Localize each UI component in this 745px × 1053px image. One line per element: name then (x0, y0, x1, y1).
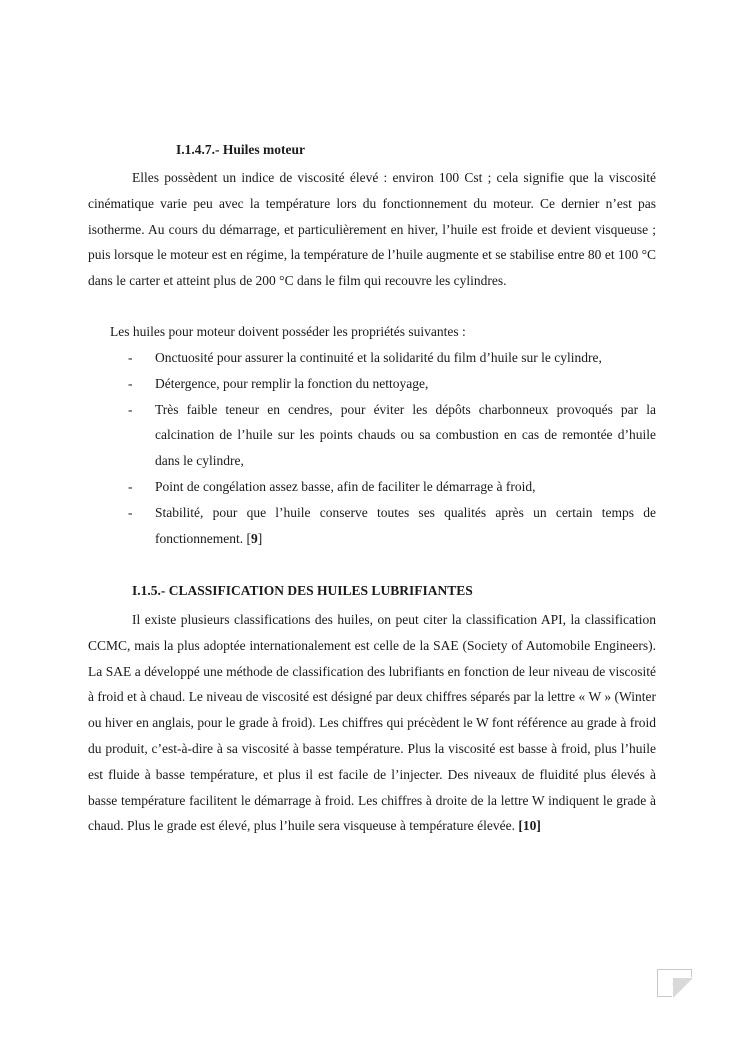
page-number: 8 (657, 969, 692, 997)
properties-list (128, 345, 656, 551)
list-item (128, 500, 656, 552)
list-intro: Les huiles pour moteur doivent posséder les propriétés suivantes : (110, 324, 466, 339)
list-item-text: Onctuosité pour assurer la continuité et la solidarité du film d’huile sur le cylindre, (155, 350, 602, 365)
reference-bracket-close: ] (257, 530, 263, 546)
paragraph-huiles-moteur: Elles possèdent un indice de viscosité élevé : environ 100 Cst ; cela signifie que la viscosité cinématique varie peu avec la température lors du fonctionnement du moteur. Ce dernier n’est pas isotherme. Au cours du démarrage, et particulièrement en hiver, l’huile est froide et devient visqueuse ; puis lorsque le moteur est en régime, la température de l’huile augmente et se stabilise entre 80 et 100 °C dans le carter et atteint plus de 200 °C dans le film qui recouvre les cylindres. (88, 170, 656, 289)
list-item (128, 397, 656, 474)
paragraph-classification (88, 607, 656, 839)
list-item-text: Très faible teneur en cendres, pour éviter les dépôts charbonneux provoqués par la calcination de l’huile sur les points chauds ou sa combustion en cas de remontée d’huile dans le cylindre, (155, 401, 656, 469)
list-dash: - (128, 350, 133, 365)
page-number-border-bottom (657, 996, 672, 997)
section-heading-classification: I.1.5.- CLASSIFICATION DES HUILES LUBRIFIANTES (132, 583, 473, 598)
list-item-text: Détergence, pour remplir la fonction du nettoyage, (155, 375, 429, 391)
list-dash: - (128, 504, 133, 520)
reference-number: 9 (250, 530, 258, 546)
reference-citation: [10] (518, 818, 541, 834)
list-dash: - (128, 375, 133, 391)
section-heading-huiles-moteur: I.1.4.7.- Huiles moteur (176, 142, 305, 157)
list-item (128, 371, 656, 397)
list-item (128, 474, 656, 500)
list-item-text: Stabilité, pour que l’huile conserve toutes ses qualités après un certain temps de fonctionnement. (155, 504, 656, 546)
list-dash: - (128, 401, 133, 417)
list-item (128, 345, 656, 371)
page-number-border-right (691, 969, 692, 977)
list-item-text: Point de congélation assez basse, afin de faciliter le démarrage à froid, (155, 478, 536, 494)
reference-bracket-open: [ (246, 530, 251, 546)
list-dash: - (128, 478, 133, 494)
paragraph-classification-text: Il existe plusieurs classifications des huiles, on peut citer la classification API, la classification CCMC, mais la plus adoptée internationalement est celle de la SAE (Society of Automobile Engineers). La SAE a développé une méthode de classification des lubrifiants en fonction de leur niveau de viscosité à froid et à chaud. Le niveau de viscosité est désigné par deux chiffres séparés par la lettre « W » (Winter ou hiver en anglais, pour le grade à froid). Les chiffres qui précèdent le W font référence au grade à froid du produit, c’est-à-dire à sa viscosité à basse température. Plus la viscosité est basse à froid, plus l’huile est fluide à basse température, et plus il est facile de l’injecter. Des niveaux de fluidité plus élevés à basse température facilitent le démarrage à froid. Les chiffres à droite de la lettre W indiquent le grade à chaud. Plus le grade est élevé, plus l’huile sera visqueuse à température élevée. (88, 612, 656, 834)
